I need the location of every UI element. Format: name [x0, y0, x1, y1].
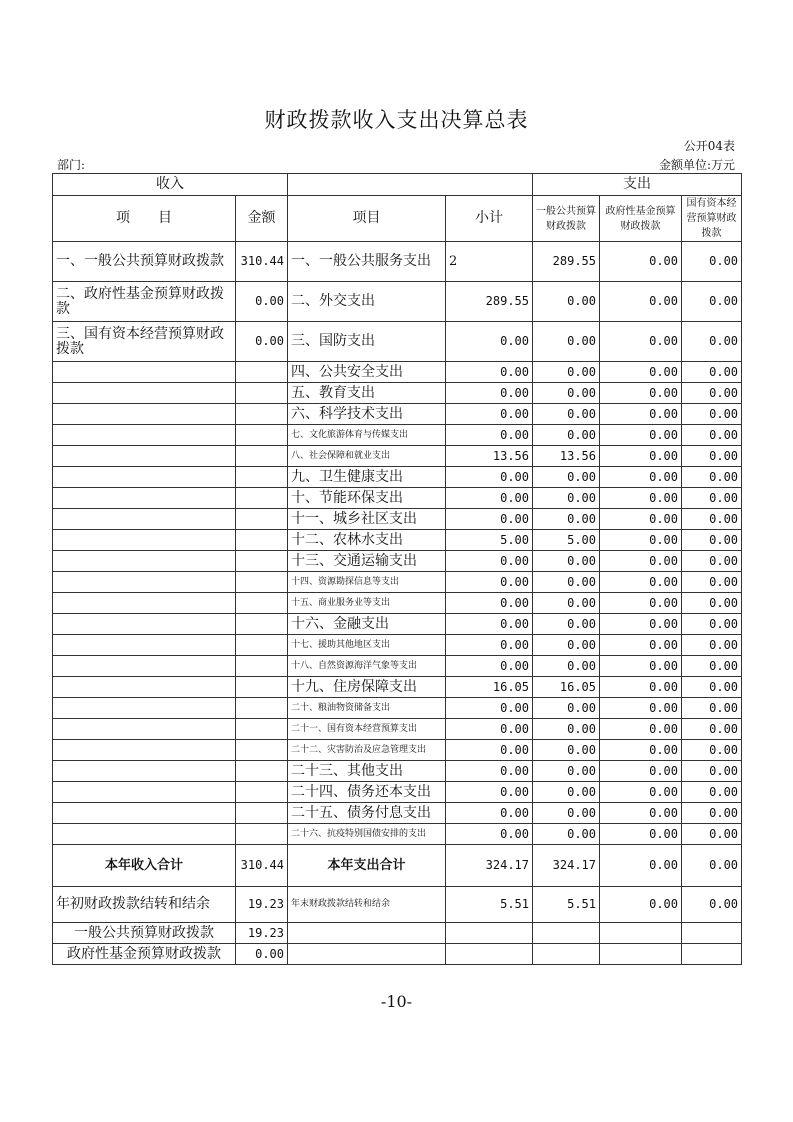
state-capital-cell: 0.00	[682, 242, 742, 282]
expense-subtotal-cell: 0.00	[446, 824, 533, 845]
gov-fund-cell: 0.00	[600, 488, 682, 509]
department-label: 部门:	[57, 158, 86, 172]
expense-subtotal-cell: 5.00	[446, 530, 533, 551]
expense-item-cell: 二十、粮油物资储备支出	[288, 698, 446, 719]
state-capital-cell: 0.00	[682, 467, 742, 488]
page-number: -10-	[380, 992, 413, 1011]
expense-subtotal-cell: 0.00	[446, 488, 533, 509]
expense-item-cell: 十四、资源勘探信息等支出	[288, 572, 446, 593]
amount-header: 金额	[236, 196, 288, 242]
table-row	[53, 467, 742, 488]
general-budget-cell: 0.00	[533, 383, 600, 404]
expense-item-cell: 二十五、债务付息支出	[288, 803, 446, 824]
expense-item-cell: 二、外交支出	[288, 282, 446, 322]
general-budget-cell: 0.00	[533, 362, 600, 383]
income-item-cell	[53, 362, 236, 383]
expense-subtotal-cell: 0.00	[446, 404, 533, 425]
expense-total-capital: 0.00	[682, 845, 742, 887]
expense-subtotal-cell: 0.00	[446, 467, 533, 488]
general-budget-cell: 0.00	[533, 782, 600, 803]
state-capital-cell: 0.00	[682, 614, 742, 635]
table-row	[53, 698, 742, 719]
expense-subtotal-cell: 0.00	[446, 656, 533, 677]
income-amount-cell	[236, 488, 288, 509]
empty-cell	[600, 944, 682, 965]
income-item-cell	[53, 593, 236, 614]
income-section-header: 收入	[53, 174, 288, 196]
spacer-header	[288, 174, 533, 196]
general-budget-cell: 0.00	[533, 761, 600, 782]
gov-fund-cell: 0.00	[600, 322, 682, 362]
income-amount-cell	[236, 593, 288, 614]
sub-general-budget-amount: 19.23	[236, 923, 288, 944]
sub-general-budget-row	[53, 923, 742, 944]
income-item-cell: 二、政府性基金预算财政拨款	[53, 282, 236, 322]
income-item-cell: 三、国有资本经营预算财政拨款	[53, 322, 236, 362]
expense-item-cell: 十九、住房保障支出	[288, 677, 446, 698]
income-amount-cell	[236, 509, 288, 530]
state-capital-cell: 0.00	[682, 719, 742, 740]
table-row	[53, 488, 742, 509]
gov-fund-cell: 0.00	[600, 530, 682, 551]
income-amount-cell	[236, 404, 288, 425]
state-capital-cell: 0.00	[682, 803, 742, 824]
expense-subtotal-cell: 0.00	[446, 698, 533, 719]
general-budget-cell: 0.00	[533, 803, 600, 824]
expense-item-cell: 五、教育支出	[288, 383, 446, 404]
general-budget-cell: 0.00	[533, 404, 600, 425]
table-row	[53, 404, 742, 425]
expense-item-cell: 二十一、国有资本经营预算支出	[288, 719, 446, 740]
totals-row	[53, 845, 742, 887]
gov-fund-cell: 0.00	[600, 551, 682, 572]
gov-fund-cell: 0.00	[600, 593, 682, 614]
income-amount-cell	[236, 677, 288, 698]
table-row	[53, 572, 742, 593]
page-title: 财政拨款收入支出决算总表	[264, 108, 529, 132]
general-budget-cell: 0.00	[533, 824, 600, 845]
gov-fund-cell: 0.00	[600, 242, 682, 282]
general-budget-cell: 0.00	[533, 635, 600, 656]
income-item-cell	[53, 530, 236, 551]
gov-fund-header: 政府性基金预算财政拨款	[600, 196, 682, 242]
state-capital-cell: 0.00	[682, 488, 742, 509]
gov-fund-cell: 0.00	[600, 282, 682, 322]
gov-fund-cell: 0.00	[600, 446, 682, 467]
general-budget-cell: 0.00	[533, 719, 600, 740]
gov-fund-cell: 0.00	[600, 614, 682, 635]
expense-subtotal-cell: 0.00	[446, 509, 533, 530]
expense-item-cell: 十五、商业服务业等支出	[288, 593, 446, 614]
general-budget-cell: 13.56	[533, 446, 600, 467]
expense-subtotal-cell: 0.00	[446, 614, 533, 635]
general-budget-cell: 5.00	[533, 530, 600, 551]
sub-gov-fund-row	[53, 944, 742, 965]
general-budget-cell: 0.00	[533, 614, 600, 635]
general-budget-cell: 0.00	[533, 656, 600, 677]
expense-item-cell: 二十六、抗疫特别国债安排的支出	[288, 824, 446, 845]
income-amount-cell	[236, 719, 288, 740]
income-amount-cell	[236, 740, 288, 761]
income-amount-cell	[236, 530, 288, 551]
expense-subtotal-cell: 0.00	[446, 782, 533, 803]
table-row	[53, 425, 742, 446]
form-number: 公开04表	[683, 139, 735, 153]
general-budget-cell: 0.00	[533, 509, 600, 530]
general-budget-header: 一般公共预算财政拨款	[533, 196, 600, 242]
sub-general-budget-label: 一般公共预算财政拨款	[53, 923, 236, 944]
expense-section-header: 支出	[533, 174, 742, 196]
income-item-cell	[53, 614, 236, 635]
income-item-cell	[53, 719, 236, 740]
state-capital-cell: 0.00	[682, 551, 742, 572]
income-amount-cell	[236, 782, 288, 803]
expense-item-cell: 九、卫生健康支出	[288, 467, 446, 488]
expense-subtotal-cell: 0.00	[446, 383, 533, 404]
end-carryover-capital: 0.00	[682, 887, 742, 923]
gov-fund-cell: 0.00	[600, 677, 682, 698]
gov-fund-cell: 0.00	[600, 404, 682, 425]
table-row	[53, 803, 742, 824]
income-total-label: 本年收入合计	[53, 845, 236, 887]
income-amount-cell	[236, 362, 288, 383]
table-row	[53, 322, 742, 362]
expense-item-cell: 十一、城乡社区支出	[288, 509, 446, 530]
income-amount-cell: 0.00	[236, 322, 288, 362]
empty-cell	[533, 923, 600, 944]
general-budget-cell: 0.00	[533, 282, 600, 322]
expense-item-cell: 一、一般公共服务支出	[288, 242, 446, 282]
expense-subtotal-cell: 289.55	[446, 282, 533, 322]
state-capital-cell: 0.00	[682, 761, 742, 782]
general-budget-cell: 0.00	[533, 593, 600, 614]
expense-total-general: 324.17	[533, 845, 600, 887]
fiscal-summary-table	[52, 173, 742, 965]
income-item-cell	[53, 740, 236, 761]
income-amount-cell: 310.44	[236, 242, 288, 282]
sub-gov-fund-amount: 0.00	[236, 944, 288, 965]
general-budget-cell: 0.00	[533, 740, 600, 761]
expense-subtotal-cell: 0.00	[446, 761, 533, 782]
general-budget-cell: 0.00	[533, 322, 600, 362]
begin-carryover-label: 年初财政拨款结转和结余	[53, 887, 236, 923]
state-capital-cell: 0.00	[682, 824, 742, 845]
table-row	[53, 740, 742, 761]
expense-total-label: 本年支出合计	[288, 845, 446, 887]
income-item-cell	[53, 824, 236, 845]
expense-item-cell: 二十三、其他支出	[288, 761, 446, 782]
state-capital-cell: 0.00	[682, 593, 742, 614]
state-capital-cell: 0.00	[682, 635, 742, 656]
income-item-cell	[53, 656, 236, 677]
general-budget-cell: 0.00	[533, 467, 600, 488]
general-budget-cell: 0.00	[533, 488, 600, 509]
state-capital-cell: 0.00	[682, 530, 742, 551]
end-carryover-fund: 0.00	[600, 887, 682, 923]
state-capital-cell: 0.00	[682, 572, 742, 593]
table-row	[53, 282, 742, 322]
income-item-cell	[53, 404, 236, 425]
expense-item-header: 项目	[288, 196, 446, 242]
general-budget-cell: 16.05	[533, 677, 600, 698]
state-capital-cell: 0.00	[682, 425, 742, 446]
income-item-cell	[53, 572, 236, 593]
expense-subtotal-cell: 0.00	[446, 362, 533, 383]
empty-cell	[446, 923, 533, 944]
table-row	[53, 446, 742, 467]
expense-item-cell: 十三、交通运输支出	[288, 551, 446, 572]
state-capital-cell: 0.00	[682, 362, 742, 383]
table-row	[53, 509, 742, 530]
income-amount-cell: 0.00	[236, 282, 288, 322]
end-carryover-label: 年末财政拨款结转和结余	[288, 887, 446, 923]
general-budget-cell: 0.00	[533, 572, 600, 593]
income-item-cell: 一、一般公共预算财政拨款	[53, 242, 236, 282]
expense-item-cell: 七、文化旅游体育与传媒支出	[288, 425, 446, 446]
table-row	[53, 782, 742, 803]
income-item-cell	[53, 446, 236, 467]
end-carryover-general: 5.51	[533, 887, 600, 923]
end-carryover-subtotal: 5.51	[446, 887, 533, 923]
expense-subtotal-cell: 0.00	[446, 551, 533, 572]
table-row	[53, 614, 742, 635]
income-item-cell	[53, 551, 236, 572]
begin-carryover-amount: 19.23	[236, 887, 288, 923]
carryover-row	[53, 887, 742, 923]
gov-fund-cell: 0.00	[600, 698, 682, 719]
gov-fund-cell: 0.00	[600, 740, 682, 761]
gov-fund-cell: 0.00	[600, 782, 682, 803]
income-item-cell	[53, 509, 236, 530]
table-row	[53, 824, 742, 845]
general-budget-cell: 289.55	[533, 242, 600, 282]
income-amount-cell	[236, 551, 288, 572]
general-budget-cell: 0.00	[533, 425, 600, 446]
state-capital-cell: 0.00	[682, 656, 742, 677]
expense-item-cell: 二十四、债务还本支出	[288, 782, 446, 803]
income-amount-cell	[236, 761, 288, 782]
expense-subtotal-cell: 0.00	[446, 803, 533, 824]
income-amount-cell	[236, 425, 288, 446]
income-amount-cell	[236, 446, 288, 467]
expense-total-subtotal: 324.17	[446, 845, 533, 887]
gov-fund-cell: 0.00	[600, 509, 682, 530]
income-item-cell	[53, 467, 236, 488]
expense-subtotal-cell: 16.05	[446, 677, 533, 698]
income-amount-cell	[236, 614, 288, 635]
table-row	[53, 383, 742, 404]
empty-cell	[446, 944, 533, 965]
expense-item-cell: 六、科学技术支出	[288, 404, 446, 425]
general-budget-cell: 0.00	[533, 551, 600, 572]
table-row	[53, 719, 742, 740]
empty-cell	[600, 923, 682, 944]
expense-subtotal-cell: 13.56	[446, 446, 533, 467]
expense-item-cell: 十七、援助其他地区支出	[288, 635, 446, 656]
expense-subtotal-cell: 0.00	[446, 593, 533, 614]
income-amount-cell	[236, 656, 288, 677]
gov-fund-cell: 0.00	[600, 383, 682, 404]
state-capital-cell: 0.00	[682, 782, 742, 803]
gov-fund-cell: 0.00	[600, 656, 682, 677]
income-amount-cell	[236, 824, 288, 845]
state-capital-cell: 0.00	[682, 698, 742, 719]
empty-cell	[533, 944, 600, 965]
expense-item-cell: 十、节能环保支出	[288, 488, 446, 509]
sub-gov-fund-label: 政府性基金预算财政拨款	[53, 944, 236, 965]
table-row	[53, 761, 742, 782]
expense-total-fund: 0.00	[600, 845, 682, 887]
expense-item-cell: 十二、农林水支出	[288, 530, 446, 551]
expense-subtotal-cell: 0.00	[446, 425, 533, 446]
income-amount-cell	[236, 572, 288, 593]
state-capital-cell: 0.00	[682, 404, 742, 425]
income-item-cell	[53, 488, 236, 509]
expense-item-cell: 十八、自然资源海洋气象等支出	[288, 656, 446, 677]
table-row	[53, 677, 742, 698]
state-capital-cell: 0.00	[682, 509, 742, 530]
state-capital-cell: 0.00	[682, 446, 742, 467]
income-amount-cell	[236, 698, 288, 719]
state-capital-cell: 0.00	[682, 677, 742, 698]
unit-label: 金额单位:万元	[658, 158, 735, 172]
expense-item-cell: 三、国防支出	[288, 322, 446, 362]
table-row	[53, 635, 742, 656]
state-capital-cell: 0.00	[682, 740, 742, 761]
state-capital-cell: 0.00	[682, 383, 742, 404]
expense-subtotal-cell: 0.00	[446, 740, 533, 761]
income-amount-cell	[236, 803, 288, 824]
empty-cell	[682, 944, 742, 965]
subtotal-header: 小计	[446, 196, 533, 242]
expense-subtotal-cell: 0.00	[446, 635, 533, 656]
empty-cell	[288, 944, 446, 965]
empty-cell	[682, 923, 742, 944]
income-total-amount: 310.44	[236, 845, 288, 887]
state-capital-cell: 0.00	[682, 282, 742, 322]
expense-subtotal-cell: 2	[446, 242, 533, 282]
state-capital-cell: 0.00	[682, 322, 742, 362]
income-item-cell	[53, 698, 236, 719]
table-row	[53, 242, 742, 282]
income-item-cell	[53, 782, 236, 803]
empty-cell	[288, 923, 446, 944]
gov-fund-cell: 0.00	[600, 824, 682, 845]
income-amount-cell	[236, 467, 288, 488]
table-row	[53, 656, 742, 677]
table-row	[53, 530, 742, 551]
gov-fund-cell: 0.00	[600, 761, 682, 782]
item-header: 项 目	[53, 196, 236, 242]
income-item-cell	[53, 761, 236, 782]
state-capital-header: 国有资本经营预算财政拨款	[682, 196, 742, 242]
table-row	[53, 593, 742, 614]
gov-fund-cell: 0.00	[600, 467, 682, 488]
general-budget-cell: 0.00	[533, 698, 600, 719]
expense-item-cell: 十六、金融支出	[288, 614, 446, 635]
table-row	[53, 362, 742, 383]
expense-item-cell: 四、公共安全支出	[288, 362, 446, 383]
expense-subtotal-cell: 0.00	[446, 322, 533, 362]
expense-subtotal-cell: 0.00	[446, 572, 533, 593]
expense-item-cell: 八、社会保障和就业支出	[288, 446, 446, 467]
table-row	[53, 551, 742, 572]
income-item-cell	[53, 677, 236, 698]
gov-fund-cell: 0.00	[600, 425, 682, 446]
gov-fund-cell: 0.00	[600, 362, 682, 383]
expense-item-cell: 二十二、灾害防治及应急管理支出	[288, 740, 446, 761]
income-item-cell	[53, 383, 236, 404]
income-amount-cell	[236, 635, 288, 656]
expense-subtotal-cell: 0.00	[446, 719, 533, 740]
income-item-cell	[53, 425, 236, 446]
income-amount-cell	[236, 383, 288, 404]
gov-fund-cell: 0.00	[600, 635, 682, 656]
gov-fund-cell: 0.00	[600, 803, 682, 824]
income-item-cell	[53, 803, 236, 824]
gov-fund-cell: 0.00	[600, 572, 682, 593]
gov-fund-cell: 0.00	[600, 719, 682, 740]
income-item-cell	[53, 635, 236, 656]
